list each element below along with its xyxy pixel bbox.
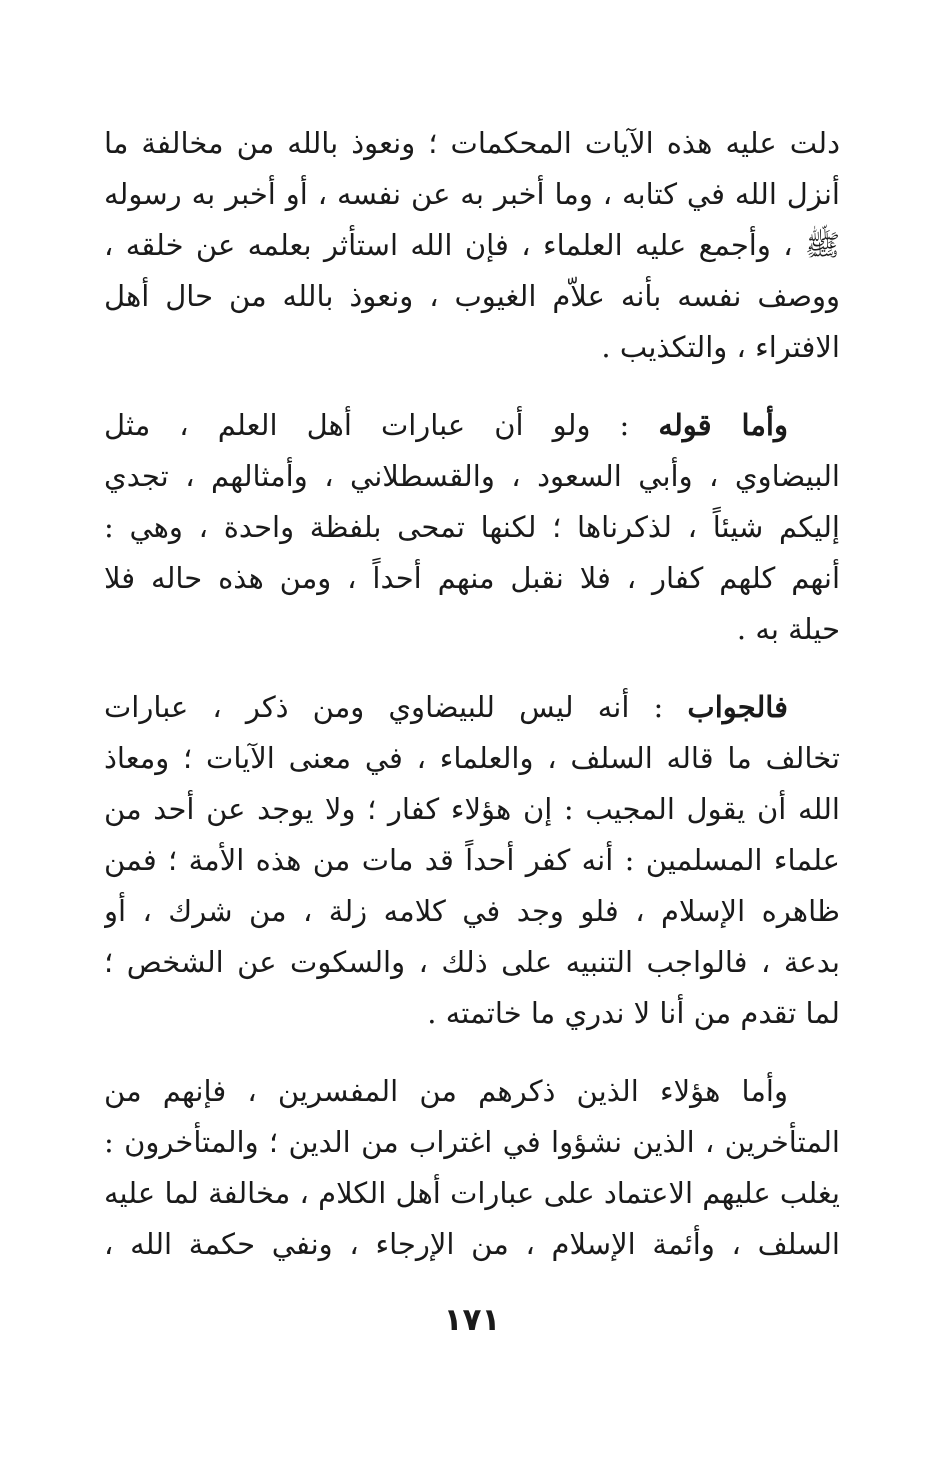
text-line-lead xyxy=(104,682,840,733)
text-line: تخالف ما قاله السلف ، والعلماء ، في معنى الآيات ؛ ومعاذ xyxy=(104,741,840,775)
text-line: لما تقدم من أنا لا ندري ما خاتمته . xyxy=(427,996,840,1030)
text-line: البيضاوي ، وأبي السعود ، والقسطلاني ، وأمثالهم ، تجدي xyxy=(104,459,840,493)
page-number: ١٧١ xyxy=(443,1302,501,1338)
text-line: الافتراء ، والتكذيب . xyxy=(601,330,840,364)
text-line: ووصف نفسه بأنه علاّم الغيوب ، ونعوذ بالله من حال أهل xyxy=(104,279,840,313)
text-line: دلت عليه هذه الآيات المحكمات ؛ ونعوذ بالله من مخالفة ما xyxy=(104,126,840,160)
lead-word: وأما قوله xyxy=(658,408,788,442)
text-line: وأما هؤلاء الذين ذكرهم من المفسرين ، فإنهم من xyxy=(104,1074,788,1108)
paragraph-2 xyxy=(104,400,840,655)
text-line: حيلة به . xyxy=(736,612,840,646)
text-line: إليكم شيئاً ، لذكرناها ؛ لكنها تمحى بلفظة واحدة ، وهي : xyxy=(104,510,840,544)
text-line-rest: : ولو أن عبارات أهل العلم ، مثل xyxy=(104,408,659,442)
text-line-lead xyxy=(104,400,840,451)
text-line: أنزل الله في كتابه ، وما أخبر به عن نفسه ، أو أخبر به رسوله xyxy=(104,177,840,211)
page-body xyxy=(104,118,840,1297)
text-line: بدعة ، فالواجب التنبيه على ذلك ، والسكوت عن الشخص ؛ xyxy=(104,945,840,979)
text-line: ﷺ ، وأجمع عليه العلماء ، فإن الله استأثر بعلمه عن خلقه ، xyxy=(104,228,840,262)
text-line-rest: : أنه ليس للبيضاوي ومن ذكر ، عبارات xyxy=(104,690,688,724)
lead-word: فالجواب xyxy=(687,690,788,724)
text-line: يغلب عليهم الاعتماد على عبارات أهل الكلام ، مخالفة لما عليه xyxy=(104,1176,840,1210)
text-line: ظاهره الإسلام ، فلو وجد في كلامه زلة ، من شرك ، أو xyxy=(104,894,840,928)
paragraph-1 xyxy=(104,118,840,373)
text-line: علماء المسلمين : أنه كفر أحداً قد مات من هذه الأمة ؛ فمن xyxy=(104,843,840,877)
paragraph-3 xyxy=(104,682,840,1039)
paragraph-4 xyxy=(104,1066,840,1270)
text-line: أنهم كلهم كفار ، فلا نقبل منهم أحداً ، ومن هذه حاله فلا xyxy=(104,561,840,595)
text-line: السلف ، وأئمة الإسلام ، من الإرجاء ، ونفي حكمة الله ، xyxy=(104,1227,840,1261)
text-line: الله أن يقول المجيب : إن هؤلاء كفار ؛ ولا يوجد عن أحد من xyxy=(104,792,840,826)
text-line: المتأخرين ، الذين نشؤوا في اغتراب من الدين ؛ والمتأخرون : xyxy=(104,1125,840,1159)
